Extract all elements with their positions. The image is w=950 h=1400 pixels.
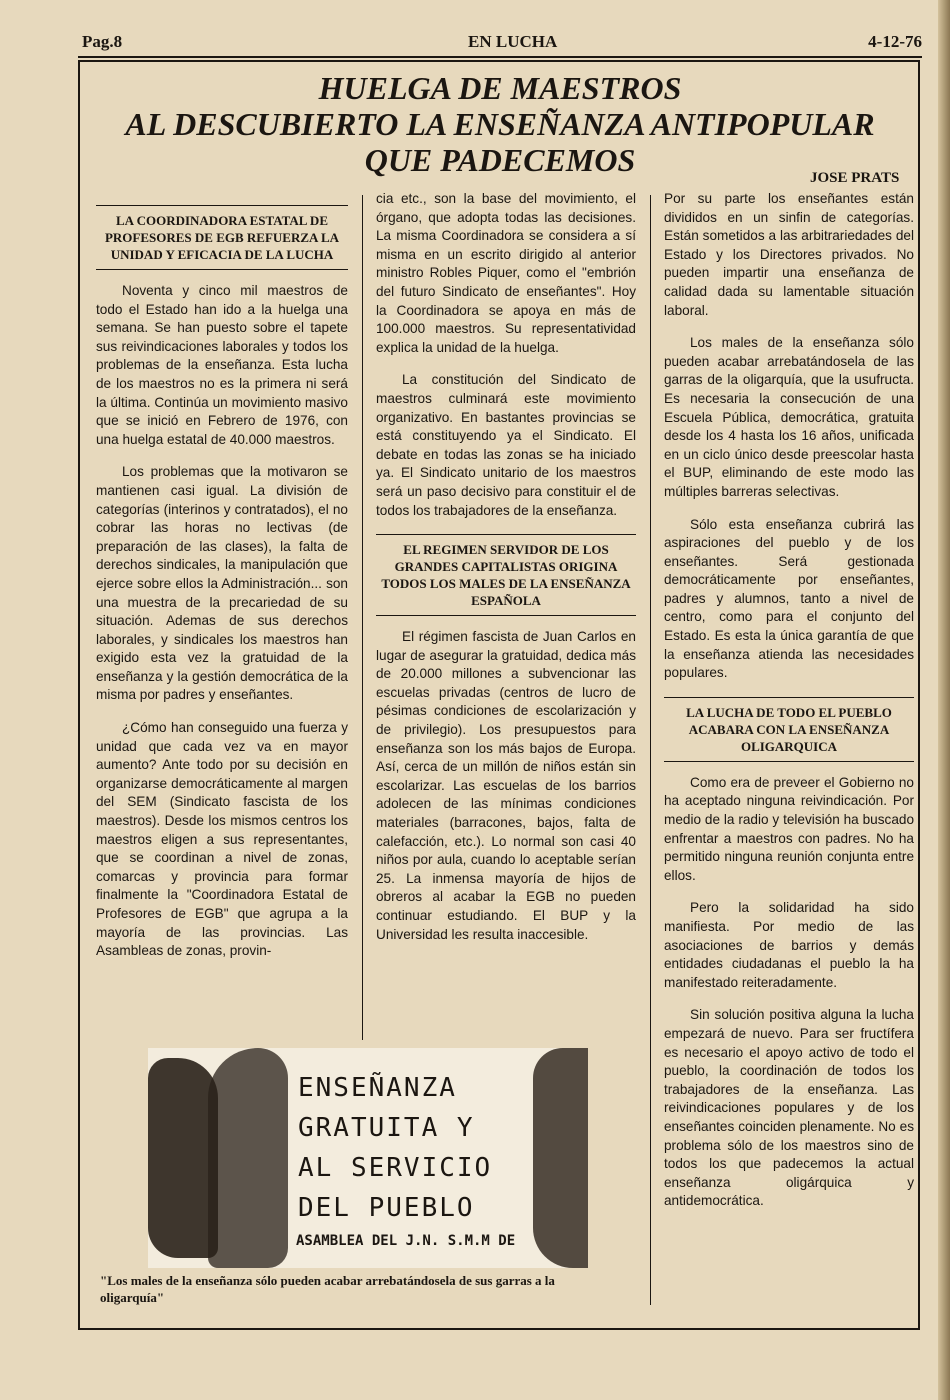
headline-line-1: HUELGA DE MAESTROS (318, 70, 682, 106)
author-byline: JOSE PRATS (810, 170, 900, 186)
paragraph: La constitución del Sindicato de maestros culminará este movimiento organizativo. En bastantes provincias se está constituyendo ya el Sindicato. El debate en todas las zonas se ha iniciado ya. El Sindicato unitario de los maestros será un paso decisivo para constituir el de todos los trabajadores de la enseñanza. (376, 372, 636, 518)
subhead-regimen: EL REGIMEN SERVIDOR DE LOS GRANDES CAPITALISTAS ORIGINA TODOS LOS MALES DE LA ENSEÑANZA ESPAÑOLA (376, 534, 636, 616)
book-spine (938, 0, 950, 1400)
page-header (82, 32, 922, 56)
issue-date: 4-12-76 (868, 32, 922, 51)
paragraph: El régimen fascista de Juan Carlos en lugar de asegurar la gratuidad, dedica más de 20.000 millones a subvencionar las escuelas privadas (centros de lucro de pésimas condiciones de escolarización y de privilegio). Los presupuestos para enseñanza son los más bajos de Europa. Así, cerca de un millón de niños están sin escolarizar. Las escuelas de los barrios adolecen de las mínimas condiciones materiales (barracones, bajos, falta de calefacción, etc.). Lo normal son casi 40 niños por aula, cuando lo aceptable serían 25. La inmensa mayoría de hijos de obreros al acabar la EGB no pueden continuar estudiando. El BUP y la Universidad les resulta inaccesible. (376, 629, 636, 942)
slogan-line-3: AL SERVICIO (298, 1153, 493, 1183)
slogan-line-4: DEL PUEBLO (298, 1193, 475, 1223)
paragraph: Como era de preveer el Gobierno no ha aceptado ninguna reivindicación. Por medio de la radio y televisión ha buscado enfrentar a maestros con padres. No ha permitido ninguna reunión conjunta entre ellos. (664, 774, 914, 883)
paragraph: Pero la solidaridad ha sido manifiesta. Por medio de las asociaciones de barrios y demás entidades ciudadanas el pueblo la ha manifestado reiteradamente. (664, 900, 914, 990)
paragraph: Sin solución positiva alguna la lucha empezará de nuevo. Para ser fructífera es necesario el apoyo activo de todo el pueblo, la coordinación de todos los trabajadores de la enseñanza. Las reivindicaciones populares y de los enseñantes coinciden plenamente. No es problema sólo de los maestros sino de todos los que padecemos la actual enseñanza oligárquica y antidemocrática. (664, 1007, 914, 1209)
subhead-lucha: LA LUCHA DE TODO EL PUEBLO ACABARA CON LA ENSEÑANZA OLIGARQUICA (664, 697, 914, 762)
protest-poster-image (148, 1048, 588, 1268)
image-caption: "Los males de la enseñanza sólo pueden acabar arrebatándosela de sus garras a la oligarquía" (100, 1273, 555, 1305)
poster-signature: ASAMBLEA DEL J.N. S.M.M DE (296, 1233, 516, 1249)
article-headline (80, 70, 920, 178)
paragraph: Los males de la enseñanza sólo pueden acabar arrebatándosela de las garras de la oligarquía, que la usufructa. Es necesaria la consecución de una Escuela Pública, democrática, gratuita desde los 4 hasta los 16 años, unificada en un ciclo único desde preescolar hasta el BUP, eliminando de este modo las múltiples barreras selectivas. (664, 335, 914, 499)
poster-shadow-figure (208, 1048, 288, 1268)
paragraph: Los problemas que la motivaron se mantienen casi igual. La división de categorías (interinos y contratados), el no cobrar las horas no lectivas (de preparación de las clases), la falta de derechos sindicales, la manipulación que ejerce sobre ellos la Administración... son una muestra de la precariedad de su situación. Ademas de sus derechos laborales, y sindicales los maestros han exigido esta vez la gratuidad de la enseñanza y la gestión democrática de la misma por padres y enseñantes. (96, 464, 348, 703)
headline-line-3: QUE PADECEMOS (364, 142, 636, 178)
paragraph: Por su parte los enseñantes están divididos en un sinfin de categorías. Están sometidos a las arbitrariedades del Estado y los Directores privados. No pueden impartir una enseñanza de calidad dada su lamentable situación laboral. (664, 191, 914, 318)
publication-name: EN LUCHA (468, 32, 558, 51)
headline-line-2: AL DESCUBIERTO LA ENSEÑANZA ANTIPOPULAR (125, 106, 875, 142)
header-rule (78, 56, 922, 58)
slogan-line-2: GRATUITA Y (298, 1113, 475, 1143)
poster-slogan (298, 1068, 588, 1228)
paragraph: Noventa y cinco mil maestros de todo el Estado han ido a la huelga una semana. Se han puesto sobre el tapete sus reivindicaciones laborales y todos los problemas de la enseñanza. Esta lucha de los maestros no es la primera ni será la última. Continúa un movimiento masivo que se inició en Febrero de 1976, con una huelga estatal de 40.000 maestros. (96, 283, 348, 447)
column-1 (96, 205, 348, 975)
slogan-line-1: ENSEÑANZA (298, 1073, 457, 1103)
paragraph: ¿Cómo han conseguido una fuerza y unidad que cada vez va en mayor aumento? Ante todo por su decisión en organizarse democráticamente al margen del SEM (Sindicato fascista de los maestros). Desde los mismos centros los maestros eligen a sus representantes, que se coordinan a nivel de zonas, comarcas y provincia para formar finalmente la "Coordinadora Estatal de Profesores de EGB" que agrupa a la mayoría de las provincias. Las Asambleas de zonas, provin- (96, 720, 348, 959)
subhead-coordinadora: LA COORDINADORA ESTATAL DE PROFESORES DE EGB REFUERZA LA UNIDAD Y EFICACIA DE LA LUCHA (96, 205, 348, 270)
page-number: Pag.8 (82, 32, 123, 51)
column-divider-2 (650, 195, 651, 1305)
column-3 (664, 190, 914, 1225)
column-2 (376, 190, 636, 958)
column-divider-1 (362, 195, 363, 1040)
paragraph: cia etc., son la base del movimiento, el órgano, que adopta todas las decisiones. La misma Coordinadora se considera a sí misma en un escrito dirigido al anterior ministro Robles Piquer, como el "embrión del futuro Sindicato de enseñantes". Hoy la Coordinadora se apoya en más de 100.000 maestros. Su representatividad explica la unidad de la huelga. (376, 191, 636, 355)
paragraph: Sólo esta enseñanza cubrirá las aspiraciones del pueblo y de los enseñantes. Será gestionada democráticamente por enseñantes, padres y alumnos, tanto a nivel de centro, como para el conjunto del Estado. Es esta la única garantía de que la enseñanza atienda las necesidades populares. (664, 516, 914, 681)
